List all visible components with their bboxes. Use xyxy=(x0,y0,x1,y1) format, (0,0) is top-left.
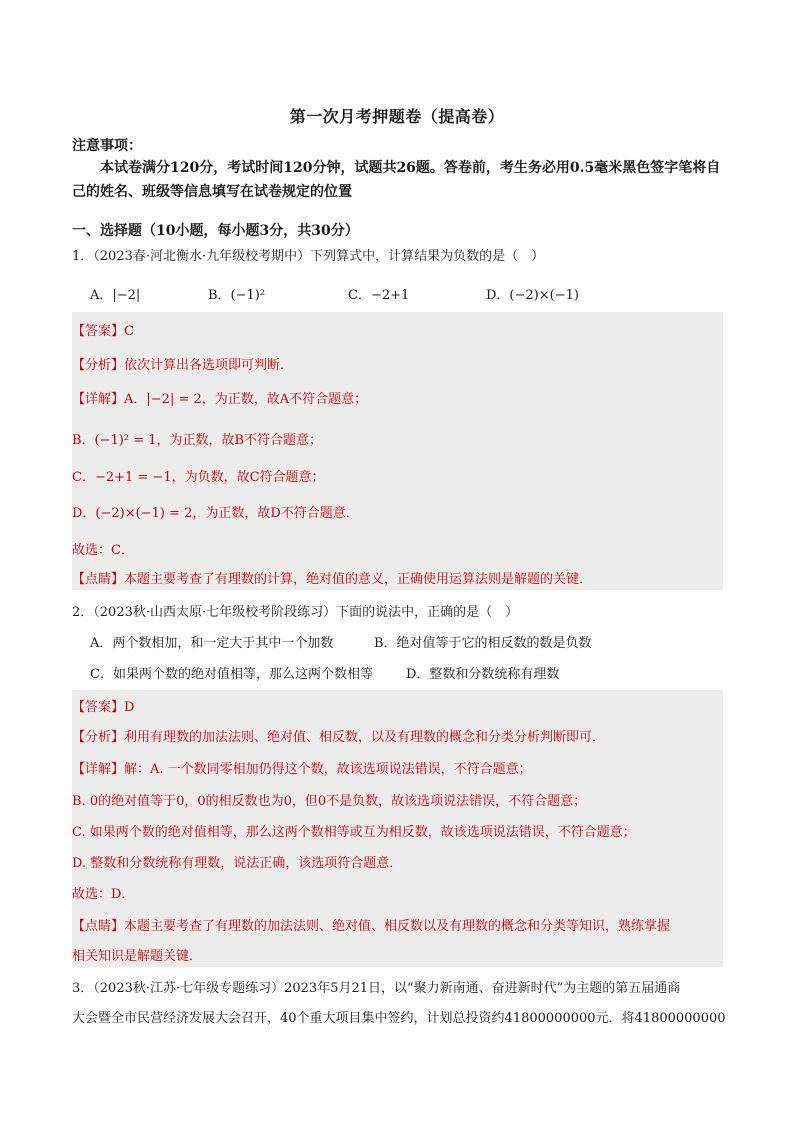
analysis-tag: 【分析】 xyxy=(72,358,125,373)
answer-value: C xyxy=(124,324,134,339)
answer-tag: 【答案】 xyxy=(72,324,125,339)
analysis-text: 利用有理数的加法法则、绝对值、相反数，以及有理数的概念和分类分析判断即可． xyxy=(124,730,606,745)
analysis-tag: 【分析】 xyxy=(72,730,125,745)
q2-option-d: D．整数和分数统称有理数 xyxy=(406,667,560,682)
q2-option-b: B．绝对值等于它的相反数的数是负数 xyxy=(374,636,592,651)
q2-detail-c: C. 如果两个数的绝对值相等，那么这两个数相等或互为相反数，故该选项说法错误，不符合题意； xyxy=(72,825,636,840)
answer-tag: 【答案】 xyxy=(72,700,125,715)
page-title: 第一次月考押题卷（提高卷） xyxy=(289,107,505,126)
q2-comment-line-1 xyxy=(72,915,670,934)
section-heading: 一、选择题（10小题，每小题3分，共30分） xyxy=(72,223,359,239)
detail-tag: 【详解】 xyxy=(72,762,125,777)
q1-detail-c: C．−2+1 = −1，为负数，故C符合题意； xyxy=(72,470,325,485)
answer-value: D xyxy=(124,700,135,715)
q1-detail-b: B．(−1)² = 1，为正数，故B不符合题意； xyxy=(72,433,323,448)
q1-option-a: A．|−2| xyxy=(90,288,141,303)
notice-heading: 注意事项： xyxy=(72,138,142,154)
q2-analysis xyxy=(72,726,605,745)
detail-text: 解：A. 一个数同零相加仍得这个数，故该选项说法错误，不符合题意； xyxy=(124,762,532,777)
question-1-stem: 1．（2023春·河北衡水·九年级校考期中）下列算式中，计算结果为负数的是（ ） xyxy=(72,249,545,264)
detail-text: A．|−2| = 2，为正数，故A不符合题意； xyxy=(124,392,368,407)
q1-answer xyxy=(72,320,134,339)
q2-answer xyxy=(72,696,134,715)
q2-comment-line-2: 相关知识是解题关键． xyxy=(72,949,203,964)
analysis-text: 依次计算出各选项即可判断． xyxy=(124,358,294,373)
question-3-line-1: 3．（2023秋·江苏·七年级专题练习）2023年5月21日，以“聚力新南通、奋进新时代”为主题的第五届通商 xyxy=(72,981,681,996)
q1-detail-a xyxy=(72,388,367,407)
q1-option-d: D．(−2)×(−1) xyxy=(486,288,579,303)
q1-choice: 故选：C． xyxy=(72,543,134,558)
question-2-stem: 2．（2023秋·山西太原·七年级校考阶段练习）下面的说法中，正确的是（ ） xyxy=(72,605,519,620)
comment-text: 本题主要考查了有理数的计算，绝对值的意义，正确使用运算法则是解题的关键． xyxy=(124,572,593,587)
q2-detail-d: D. 整数和分数统称有理数，说法正确，该选项符合题意． xyxy=(72,856,403,871)
detail-tag: 【详解】 xyxy=(72,392,125,407)
q2-detail-b: B. 0的绝对值等于0，0的相反数也为0，但0不是负数，故该选项说法错误，不符合题意； xyxy=(72,794,587,809)
question-3-line-2: 大会暨全市民营经济发展大会召开，40个重大项目集中签约，计划总投资约41800000000元．将41800000000 xyxy=(72,1011,726,1026)
q2-option-a: A．两个数相加，和一定大于其中一个加数 xyxy=(90,636,334,651)
q2-choice: 故选：D． xyxy=(72,887,135,902)
q1-option-c: C．−2+1 xyxy=(348,288,410,303)
q1-comment xyxy=(72,568,592,587)
notice-body: 本试卷满分120分，考试时间120分钟，试题共26题。答卷前，考生务必用0.5毫米黑色签字笔将自己的姓名、班级等信息填写在试卷规定的位置 xyxy=(72,160,721,200)
q1-detail-d: D．(−2)×(−1) = 2，为正数，故D不符合题意． xyxy=(72,506,359,521)
comment-tag: 【点睛】 xyxy=(72,919,125,934)
q2-option-c: C．如果两个数的绝对值相等，那么这两个数相等 xyxy=(90,667,373,682)
comment-text: 本题主要考查了有理数的加法法则、绝对值、相反数以及有理数的概念和分类等知识，熟练掌握 xyxy=(124,919,671,934)
q1-option-b: B．(−1)² xyxy=(208,288,266,303)
comment-tag: 【点睛】 xyxy=(72,572,125,587)
q2-detail-a xyxy=(72,758,532,777)
q1-analysis xyxy=(72,354,293,373)
